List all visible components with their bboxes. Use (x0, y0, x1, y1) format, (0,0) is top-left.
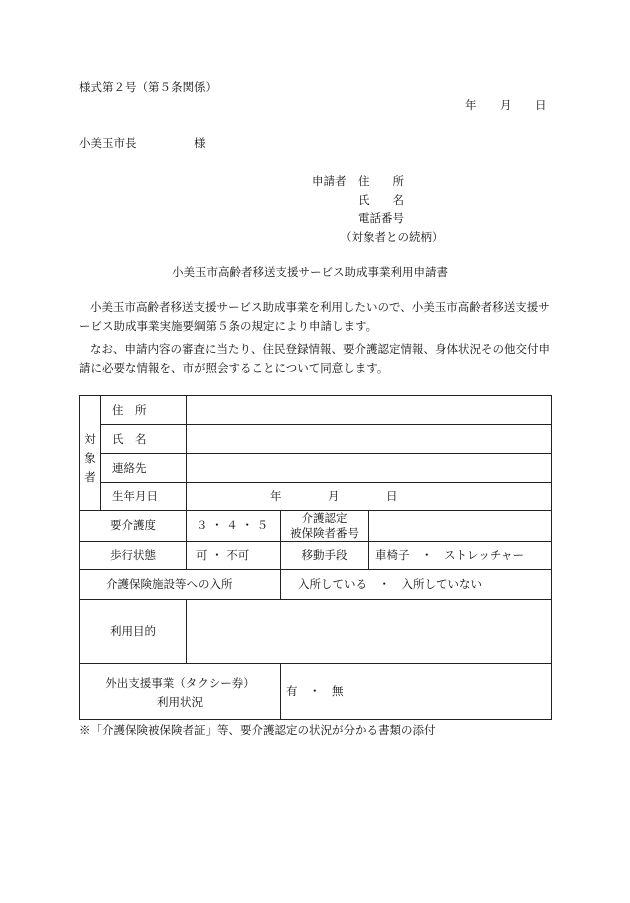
document-title: 小美玉市高齢者移送支援サービス助成事業利用申請書 (172, 265, 448, 279)
insured-number-field[interactable] (369, 511, 551, 541)
target-label: 対 象 者 (84, 432, 96, 484)
body-paragraph-2: なお、申請内容の審査に当たり、住民登録情報、要介護認定情報、身体状況その他交付申請に必要な情報を、市が照会することについて同意します。 (79, 342, 550, 375)
birth-day-label: 日 (386, 489, 398, 503)
facility-label: 介護保険施設等への入所 (106, 577, 233, 591)
care-level-label: 要介護度 (110, 518, 156, 532)
applicant-name-label: 氏 名 (358, 193, 404, 207)
target-name-field[interactable] (187, 425, 551, 453)
target-contact-label: 連絡先 (112, 461, 147, 475)
target-birthdate-label: 生年月日 (112, 489, 158, 503)
outing-support-options[interactable]: 有 ・ 無 (286, 684, 344, 698)
applicant-phone-label: 電話番号 (358, 211, 404, 225)
transport-options[interactable]: 車椅子 ・ ストレッチャー (375, 548, 525, 562)
target-address-label: 住 所 (112, 403, 147, 417)
applicant-address-label: 住 所 (358, 174, 404, 188)
target-contact-field[interactable] (187, 454, 551, 482)
target-address-field[interactable] (187, 396, 551, 424)
care-level-options[interactable]: ３ ・ ４ ・ ５ (196, 518, 269, 532)
date-month-label: 月 (500, 98, 512, 112)
addressee: 小美玉市長 (79, 136, 137, 150)
purpose-label: 利用目的 (110, 624, 156, 638)
purpose-field[interactable] (187, 600, 551, 663)
attachment-note: ※「介護保険被保険者証」等、要介護認定の状況が分かる書類の添付 (79, 723, 436, 737)
walking-options[interactable]: 可 ・ 不可 (196, 548, 250, 562)
applicant-label: 申請者 (312, 174, 347, 188)
birth-month-label: 月 (328, 489, 340, 503)
outing-support-label: 外出支援事業（タクシー券） 利用状況 (105, 676, 255, 709)
addressee-suffix: 様 (194, 136, 206, 150)
transport-label: 移動手段 (301, 548, 348, 562)
form-number: 様式第２号（第５条関係） (79, 80, 217, 94)
walking-label: 歩行状態 (110, 548, 156, 562)
facility-options[interactable]: 入所している ・ 入所していない (298, 577, 482, 591)
applicant-relation-label: （対象者との続柄） (340, 230, 444, 244)
birth-year-label: 年 (270, 489, 282, 503)
insured-number-label: 介護認定 被保険者番号 (290, 511, 359, 540)
target-birthdate-field[interactable] (187, 483, 551, 510)
date-year-label: 年 (465, 98, 477, 112)
date-day-label: 日 (535, 98, 547, 112)
body-paragraph-1: 小美玉市高齢者移送支援サービス助成事業を利用したいので、小美玉市高齢者移送支援サービス助成事業実施要綱第５条の規定により申請します。 (79, 300, 550, 333)
target-name-label: 氏 名 (112, 432, 147, 446)
